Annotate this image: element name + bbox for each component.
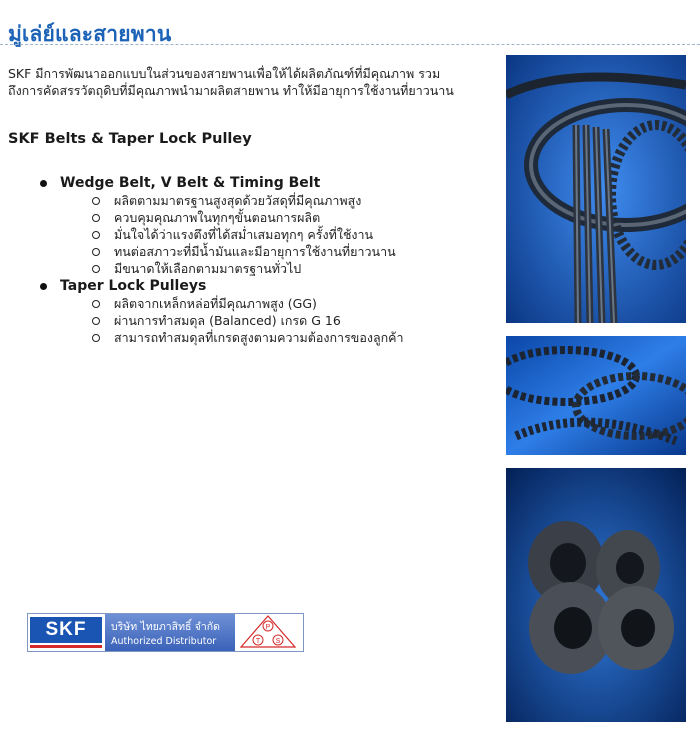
circle-bullet-icon [92, 317, 100, 325]
circle-bullet-icon [92, 214, 100, 222]
circle-bullet-icon [92, 197, 100, 205]
feature-item [92, 209, 490, 226]
feature-text: ทนต่อสภาวะที่มีน้ำมันและมีอายุการใช้งานที่ยาวนาน [114, 243, 396, 259]
feature-item [92, 295, 490, 312]
intro-line: ถึงการคัดสรรวัตถุดิบที่มีคุณภาพนำมาผลิตสายพาน ทำให้มีอายุการใช้งานที่ยาวนาน [8, 83, 454, 98]
feature-text: ผลิตตามมาตรฐานสูงสุดด้วยวัสดุที่มีคุณภาพสูง [114, 192, 362, 208]
feature-text: ควบคุมคุณภาพในทุกๆขั้นตอนการผลิต [114, 209, 321, 225]
circle-bullet-icon [92, 334, 100, 342]
bullet-icon [40, 180, 47, 187]
circle-bullet-icon [92, 265, 100, 273]
timing-belt-photo [506, 336, 686, 455]
product-name: Taper Lock Pulleys [60, 278, 207, 294]
circle-bullet-icon [92, 231, 100, 239]
skf-logo [28, 614, 105, 651]
feature-item [92, 226, 490, 243]
distributor-logo [27, 613, 304, 652]
feature-item [92, 312, 490, 329]
belt-photo [506, 55, 686, 323]
feature-text: มีขนาดให้เลือกตามมาตรฐานทั่วไป [114, 260, 302, 276]
feature-item [92, 243, 490, 260]
circle-bullet-icon [92, 248, 100, 256]
pts-letter: P [265, 624, 271, 631]
pulley-photo [506, 468, 686, 722]
authorized-label: Authorized Distributor [111, 636, 217, 647]
title-divider [0, 44, 700, 45]
product-name: Wedge Belt, V Belt & Timing Belt [60, 175, 321, 191]
feature-text: ผลิตจากเหล็กหล่อที่มีคุณภาพสูง (GG) [114, 295, 317, 311]
feature-item [92, 192, 490, 209]
page-title: มู่เล่ย์และสายพาน [8, 22, 172, 46]
feature-text: ผ่านการทำสมดุล (Balanced) เกรด G 16 [114, 312, 341, 328]
intro-line: SKF มีการพัฒนาออกแบบในส่วนของสายพานเพื่อให้ได้ผลิตภัณฑ์ที่มีคุณภาพ รวม [8, 66, 441, 81]
distributor-text [105, 614, 235, 651]
pts-triangle-icon [235, 614, 301, 649]
bullet-icon [40, 283, 47, 290]
section-heading: SKF Belts & Taper Lock Pulley [8, 131, 252, 147]
feature-list [40, 295, 490, 346]
product-list [40, 174, 490, 346]
skf-brand-text: SKF [45, 619, 87, 640]
company-name: บริษัท ไทยภาสิทธิ์ จำกัด [111, 621, 220, 633]
product-item [40, 174, 490, 192]
feature-text: มั่นใจได้ว่าแรงตึงที่ได้สม่ำเสมอทุกๆ ครั้งที่ใช้งาน [114, 226, 374, 242]
circle-bullet-icon [92, 300, 100, 308]
pts-logo [235, 614, 303, 651]
product-item [40, 277, 490, 295]
pts-letter: S [275, 638, 281, 645]
feature-text: สามารถทำสมดุลที่เกรดสูงตามความต้องการของลูกค้า [114, 329, 404, 345]
feature-list [40, 192, 490, 277]
intro-paragraph [8, 65, 493, 99]
feature-item [92, 329, 490, 346]
pts-letter: T [255, 638, 261, 645]
feature-item [92, 260, 490, 277]
